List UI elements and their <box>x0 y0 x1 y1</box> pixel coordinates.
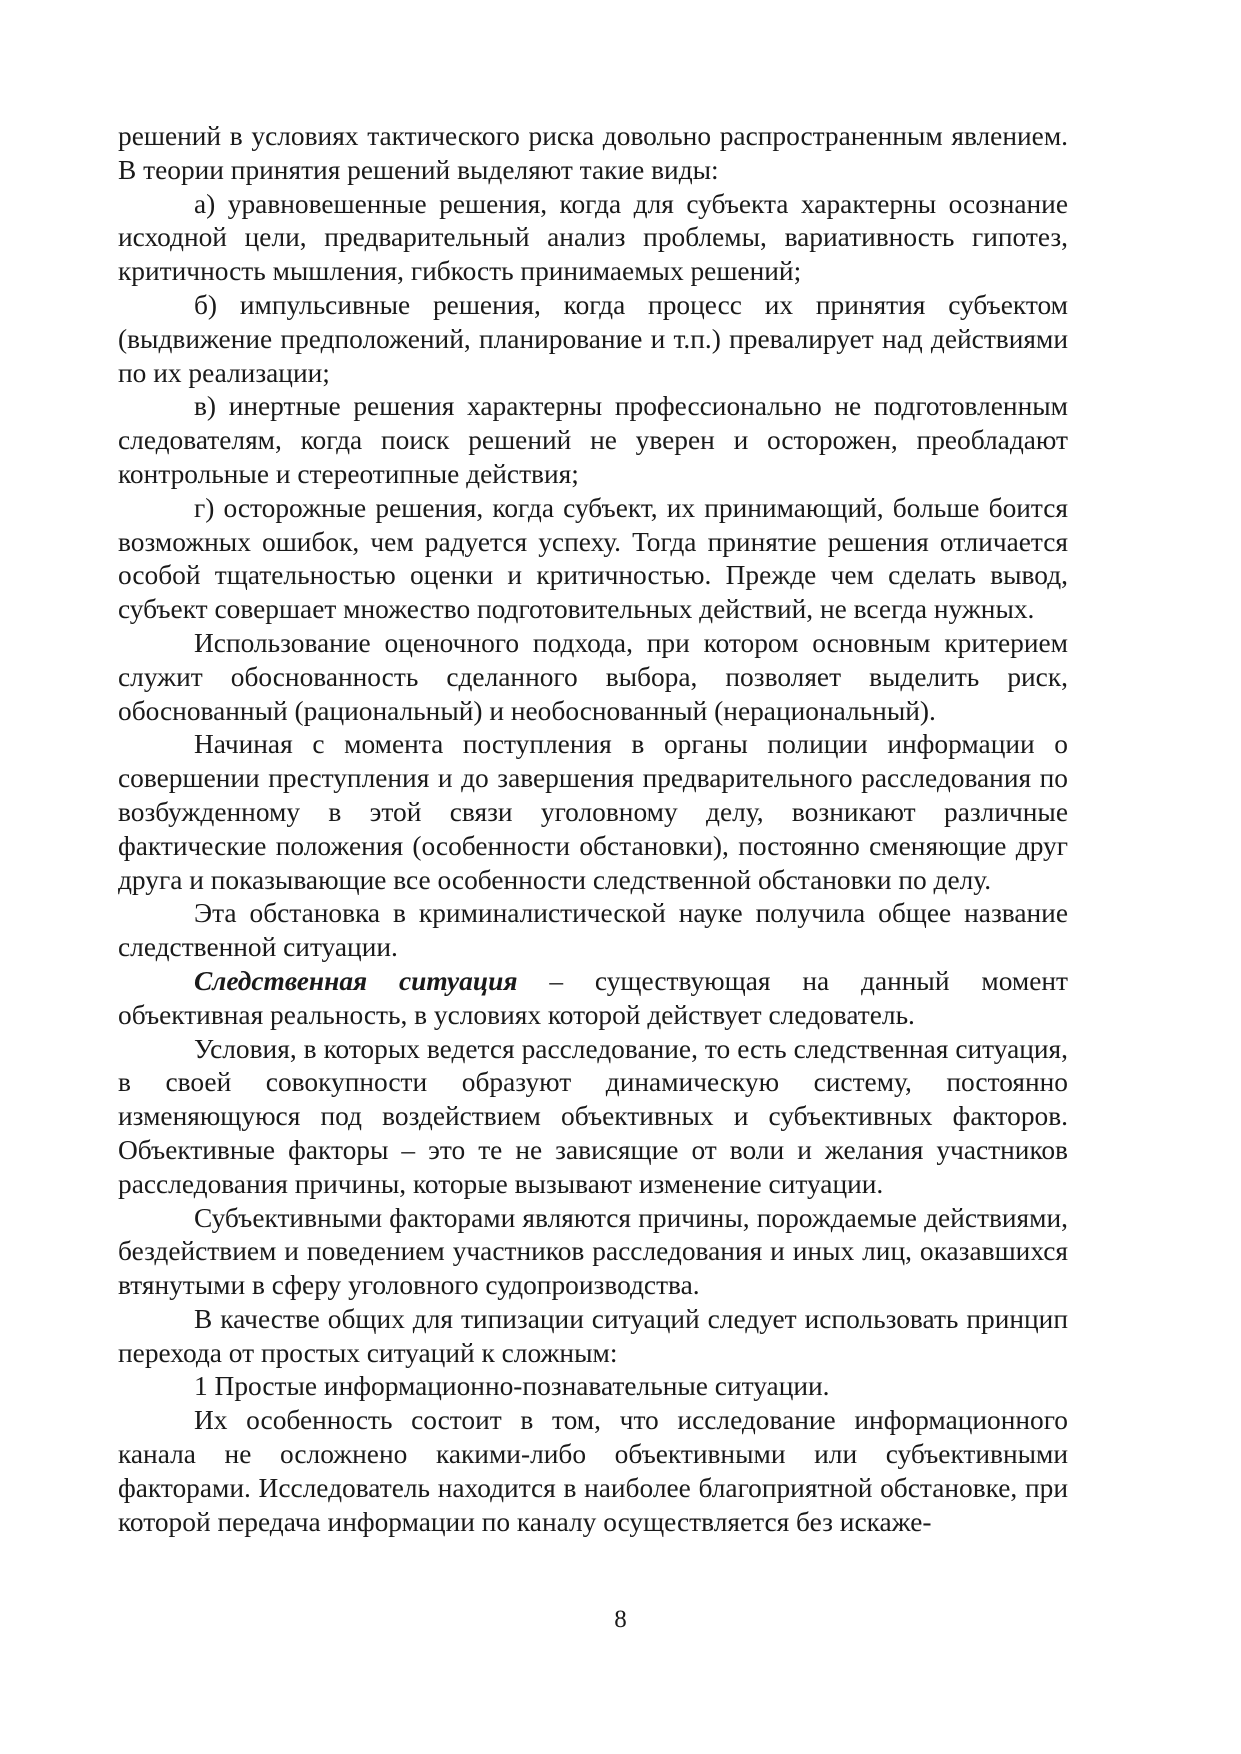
paragraph: В качестве общих для типизации ситуаций следует использовать принцип перехода от простых ситуаций к сложным: <box>118 1303 1068 1368</box>
paragraph: Использование оценочного подхода, при котором основным критерием служит обоснованность сделанного выбора, позволяет выделить риск, обоснованный (рациональный) и необоснованный (нерациональный). <box>118 627 1068 726</box>
paragraph-list-item-a: а) уравновешенные решения, когда для субъекта характерны осознание исходной цели, предварительный анализ проблемы, вариативность гипотез, критичность мышления, гибкость принимаемых решений; <box>118 188 1068 287</box>
paragraph: Начиная с момента поступления в органы полиции информации о совершении преступления и до завершения предварительного расследования по возбужденному в этой связи уголовному делу, возникают различные фактические положения (особенности обстановки), постоянно сменяющие друг друга и показывающие все особенности следственной обстановки по делу. <box>118 729 1068 895</box>
body-text <box>118 120 1068 1539</box>
paragraph: решений в условиях тактического риска довольно распространенным явлением. В теории принятия решений выделяют такие виды: <box>118 121 1068 185</box>
paragraph: Условия, в которых ведется расследование, то есть следственная ситуация, в своей совокупности образуют динамическую систему, постоянно изменяющуюся под воздействием объективных и субъективных факторов. Объективные факторы – это те не зависящие от воли и желания участников расследования причины, которые вызывают изменение ситуации. <box>118 1033 1068 1199</box>
definition-paragraph <box>118 965 1068 1033</box>
defined-term: Следственная ситуация <box>194 965 518 996</box>
definition-text: – существующая на данный момент объективная реальность, в условиях которой действует следователь. <box>118 965 1068 1030</box>
paragraph: Субъективными факторами являются причины, порождаемые действиями, бездействием и поведением участников расследования и иных лиц, оказавшихся втянутыми в сферу уголовного судопроизводства. <box>118 1202 1068 1301</box>
paragraph-list-item-v: в) инертные решения характерны профессионально не подготовленным следователям, когда поиск решений не уверен и осторожен, преобладают контрольные и стереотипные действия; <box>118 391 1068 489</box>
paragraph: Их особенность состоит в том, что исследование информационного канала не осложнено какими-либо объективными или субъективными факторами. Исследователь находится в наиболее благоприятной обстановке, при которой передача информации по каналу осуществляется без искаже- <box>118 1405 1068 1537</box>
paragraph-list-item-g: г) осторожные решения, когда субъект, их принимающий, больше боится возможных ошибок, чем радуется успеху. Тогда принятие решения отличается особой тщательностью оценки и критичностью. Прежде чем сделать вывод, субъект совершает множество подготовительных действий, не всегда нужных. <box>118 492 1068 625</box>
paragraph: Эта обстановка в криминалистической науке получила общее название следственной ситуации. <box>118 898 1068 963</box>
numbered-heading: 1 Простые информационно-познавательные ситуации. <box>194 1371 830 1402</box>
page-number: 8 <box>614 1606 627 1633</box>
paragraph-list-item-b: б) импульсивные решения, когда процесс их принятия субъектом (выдвижение предположений, планирование и т.п.) превалирует над действиями по их реализации; <box>118 289 1068 388</box>
